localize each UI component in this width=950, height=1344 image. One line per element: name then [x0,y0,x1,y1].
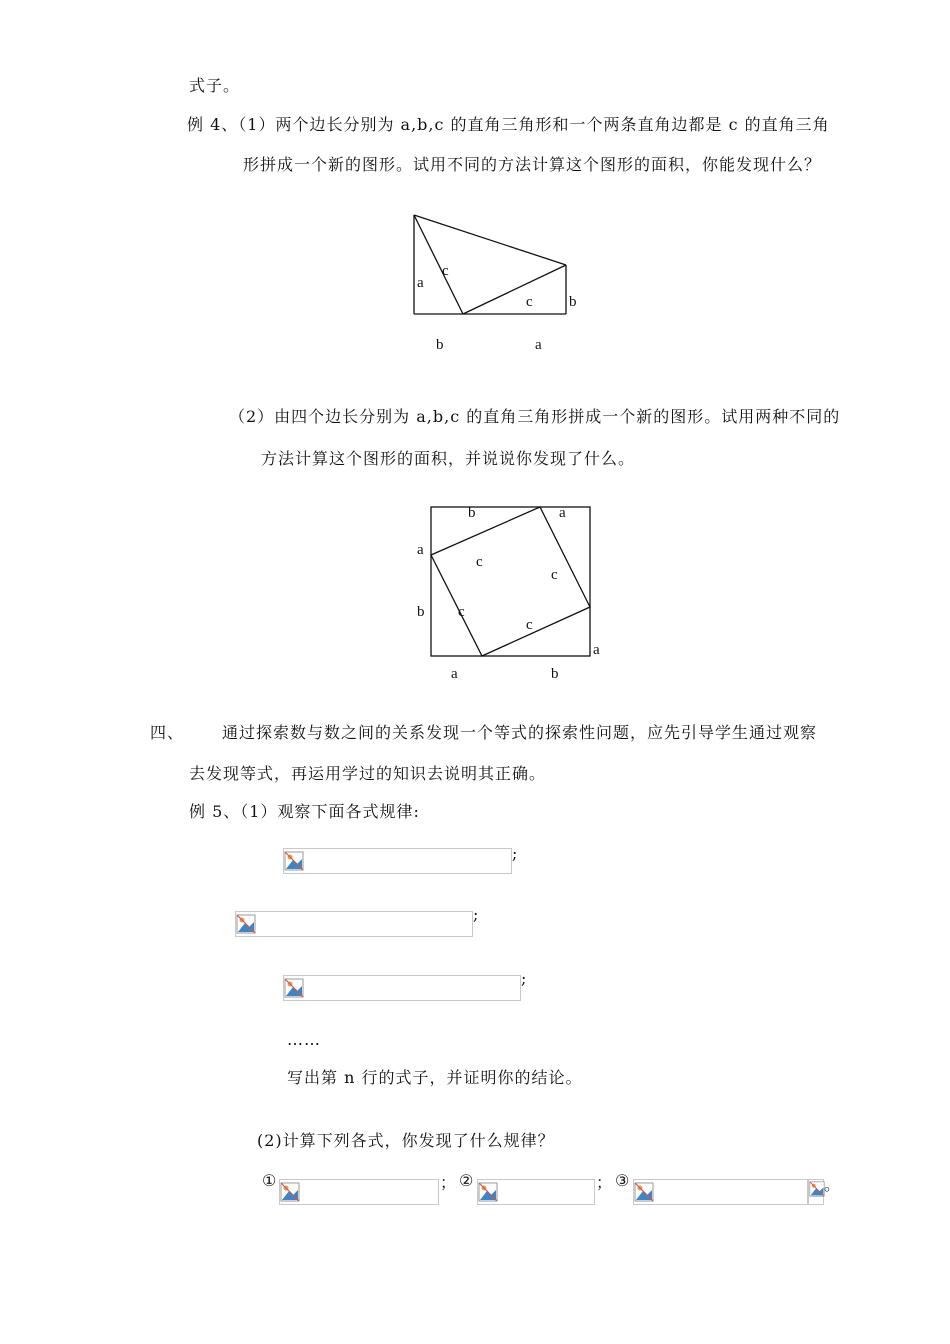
figure-square-diagram [410,500,610,690]
semicolon: ; [473,905,479,924]
label-b-bottom: b [436,337,444,353]
formula-image [283,975,521,1001]
label-b-bottom: b [551,666,559,682]
label-c-upper: c [442,263,449,279]
image-placeholder-icon [634,1182,654,1202]
section-heading: 通过探索数与数之间的关系发现一个等式的探索性问题，应先引导学生通过观察 [222,723,818,742]
marker-2: ② [459,1171,474,1190]
period: 。 [824,1175,841,1194]
label-c-lower: c [526,294,533,310]
example-4-heading: 例 4、（1）两个边长分别为 a,b,c 的直角三角形和一个两条直角边都是 c 的直角三角 [187,115,830,134]
image-placeholder-icon [809,1181,825,1197]
label-a-top: a [559,505,566,521]
label-c-1: c [476,554,483,570]
semicolon: ； [596,1173,613,1192]
label-a-right: a [593,642,600,658]
text-line: 形拼成一个新的图形。试用不同的方法计算这个图形的面积，你能发现什么？ [243,155,822,174]
section-number: 四、 [150,723,185,742]
image-placeholder-icon [280,1182,300,1202]
text-line: 写出第 n 行的式子，并证明你的结论。 [287,1068,583,1087]
image-placeholder-icon [284,851,304,871]
formula-image [235,911,473,937]
image-placeholder-icon [236,914,256,934]
text-line: 方法计算这个图形的面积，并说说你发现了什么。 [261,449,636,468]
semicolon: ; [521,969,527,988]
label-a-bottom: a [451,666,458,682]
formula-image [283,848,512,874]
label-c-4: c [526,617,533,633]
image-placeholder-icon [478,1182,498,1202]
label-c-2: c [551,567,558,583]
ellipsis: …… [287,1030,321,1049]
marker-1: ① [262,1171,277,1190]
marker-3: ③ [615,1171,630,1190]
formula-image [279,1179,439,1205]
example-5-heading: 例 5、（1）观察下面各式规律: [189,802,420,821]
label-a-bottom: a [535,337,542,353]
text-line: (2)计算下列各式，你发现了什么规律？ [257,1131,555,1150]
image-placeholder-icon [284,978,304,998]
label-a-left: a [417,542,424,558]
text-line: 式子。 [189,76,241,95]
semicolon: ; [512,844,518,863]
label-b-right: b [569,294,577,310]
text-line: 去发现等式，再运用学过的知识去说明其正确。 [189,764,547,783]
semicolon: ； [440,1173,457,1192]
label-b-top: b [468,505,476,521]
label-a-left: a [417,275,424,291]
formula-image [633,1179,808,1205]
formula-image-small [808,1179,824,1205]
label-c-3: c [458,604,465,620]
figure-trapezoid-diagram [400,205,600,365]
label-b-left: b [417,604,425,620]
formula-image [477,1179,595,1205]
text-line: （2）由四个边长分别为 a,b,c 的直角三角形拼成一个新的图形。试用两种不同的 [229,407,841,426]
